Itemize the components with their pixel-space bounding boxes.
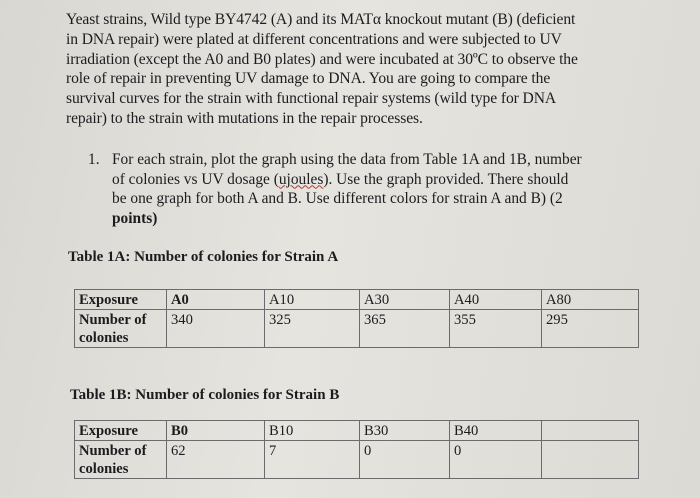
table-row — [75, 441, 639, 479]
table-row — [75, 421, 639, 441]
value-cell: 325 — [265, 310, 360, 348]
table-1a-caption: Table 1A: Number of colonies for Strain A — [68, 249, 339, 265]
spellcheck-word[interactable]: ujoules — [278, 170, 324, 188]
exposure-label: Exposure — [75, 290, 167, 310]
intro-line: role of repair in preventing UV damage to DNA. You are going to compare the — [66, 70, 551, 88]
question-text: of colonies vs UV dosage ( — [112, 170, 279, 188]
intro-line: repair) to the strain with mutations in the repair processes. — [66, 109, 423, 127]
value-cell: 295 — [542, 310, 639, 348]
colonies-label — [75, 441, 167, 479]
question-line: be one graph for both A and B. Use different colors for strain A and B) (2 — [112, 190, 563, 208]
value-cell: 340 — [167, 310, 265, 348]
intro-line: Yeast strains, Wild type BY4742 (A) and its MATα knockout mutant (B) (deficient — [66, 11, 576, 28]
table-row — [75, 310, 639, 348]
colonies-label — [75, 310, 167, 348]
value-cell — [542, 441, 639, 479]
intro-line: irradiation (except the A0 and B0 plates) and were incubated at 30ºC to observe the — [66, 50, 578, 68]
header-cell: A30 — [360, 290, 450, 310]
question-line — [112, 170, 648, 190]
table-row — [75, 290, 639, 310]
label-line: Number of — [79, 443, 147, 459]
header-cell: B10 — [265, 421, 360, 441]
intro-line: survival curves for the strain with functional repair systems (wild type for DNA — [66, 90, 557, 108]
header-cell: B0 — [167, 421, 265, 441]
value-cell: 0 — [450, 441, 542, 479]
table-1b-caption: Table 1B: Number of colonies for Strain B — [70, 387, 340, 403]
value-cell: 0 — [360, 441, 450, 479]
label-line: Number of — [79, 312, 147, 328]
label-line: colonies — [79, 330, 129, 346]
exposure-label: Exposure — [75, 421, 167, 441]
question-line: points) — [112, 209, 158, 227]
value-cell: 365 — [360, 310, 450, 348]
value-cell: 7 — [265, 441, 360, 479]
header-cell: B40 — [450, 421, 542, 441]
header-cell: A40 — [450, 290, 542, 310]
header-cell: A10 — [265, 290, 360, 310]
intro-line: in DNA repair) were plated at different concentrations and were subjected to UV — [66, 30, 562, 48]
header-cell: B30 — [360, 421, 450, 441]
label-line: colonies — [79, 461, 129, 477]
intro-paragraph — [66, 10, 666, 129]
value-cell: 355 — [450, 310, 542, 348]
value-cell: 62 — [167, 441, 265, 479]
header-cell: A0 — [167, 290, 265, 310]
header-cell — [542, 421, 639, 441]
question-text: ). Use the graph provided. There should — [323, 170, 569, 188]
header-cell: A80 — [542, 290, 639, 310]
question-line: For each strain, plot the graph using the data from Table 1A and 1B, number — [112, 151, 582, 168]
table-1a — [74, 289, 639, 348]
question-number: 1. — [88, 151, 100, 168]
question-1 — [88, 150, 648, 228]
table-1b — [74, 420, 639, 479]
